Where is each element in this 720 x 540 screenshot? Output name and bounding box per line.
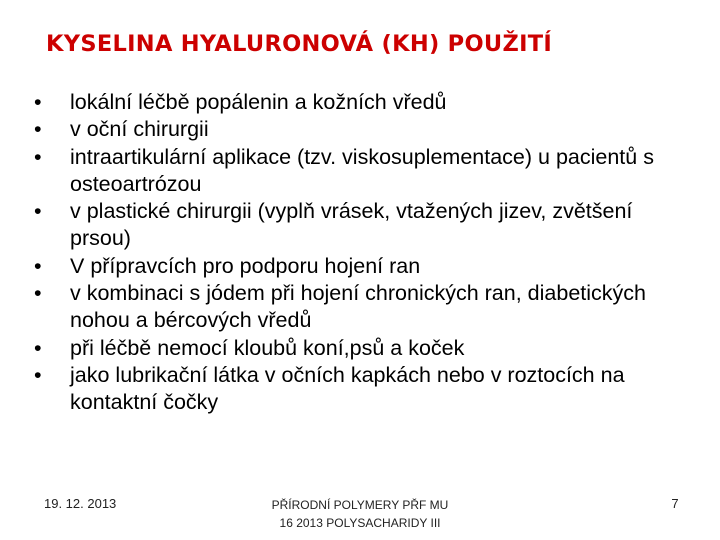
bullet-dot-icon: • (34, 335, 42, 360)
footer-date: 19. 12. 2013 (44, 496, 117, 511)
bullet-item (34, 280, 684, 335)
bullet-dot-icon: • (34, 144, 42, 169)
bullet-text: v plastické chirurgii (vyplň vrásek, vtažených jizev, zvětšení prsou) (70, 199, 633, 251)
bullet-text: V přípravcích pro podporu hojení ran (70, 253, 421, 278)
bullet-dot-icon: • (34, 117, 42, 142)
bullet-item (34, 335, 684, 362)
bullet-item (34, 362, 684, 417)
bullet-dot-icon: • (34, 90, 42, 114)
bullet-item (34, 116, 684, 143)
bullet-item (34, 144, 684, 199)
bullet-item (34, 253, 684, 280)
bullet-text: jako lubrikační látka v očních kapkách nebo v roztocích na kontaktní čočky (70, 362, 625, 415)
bullet-dot-icon: • (34, 281, 42, 306)
page-number: 7 (671, 496, 679, 511)
bullet-dot-icon: • (34, 199, 42, 224)
bullet-item (34, 198, 684, 253)
bullet-dot-icon: • (34, 362, 42, 387)
bullet-dot-icon: • (34, 253, 42, 278)
slide-title: KYSELINA HYALURONOVÁ (KH) POUŽITÍ (46, 31, 553, 57)
bullet-text: v kombinaci s jódem při hojení chronických ran, diabetických nohou a bércových vředů (70, 281, 646, 333)
footer-course-line2: 16 2013 POLYSACHARIDY III (279, 516, 441, 530)
footer-course-line1: PŘÍRODNÍ POLYMERY PŘF MU (271, 498, 449, 512)
bullet-text: intraartikulární aplikace (tzv. viskosuplementace) u pacientů s osteoartrózou (70, 144, 654, 196)
bullet-text: při léčbě nemocí kloubů koní,psů a koček (70, 335, 465, 360)
bullet-text: lokální léčbě popálenin a kožních vředů (70, 90, 447, 114)
footer-course-title (210, 496, 510, 532)
bullet-list (34, 89, 684, 417)
bullet-item (34, 89, 684, 116)
bullet-text: v oční chirurgii (70, 117, 209, 142)
